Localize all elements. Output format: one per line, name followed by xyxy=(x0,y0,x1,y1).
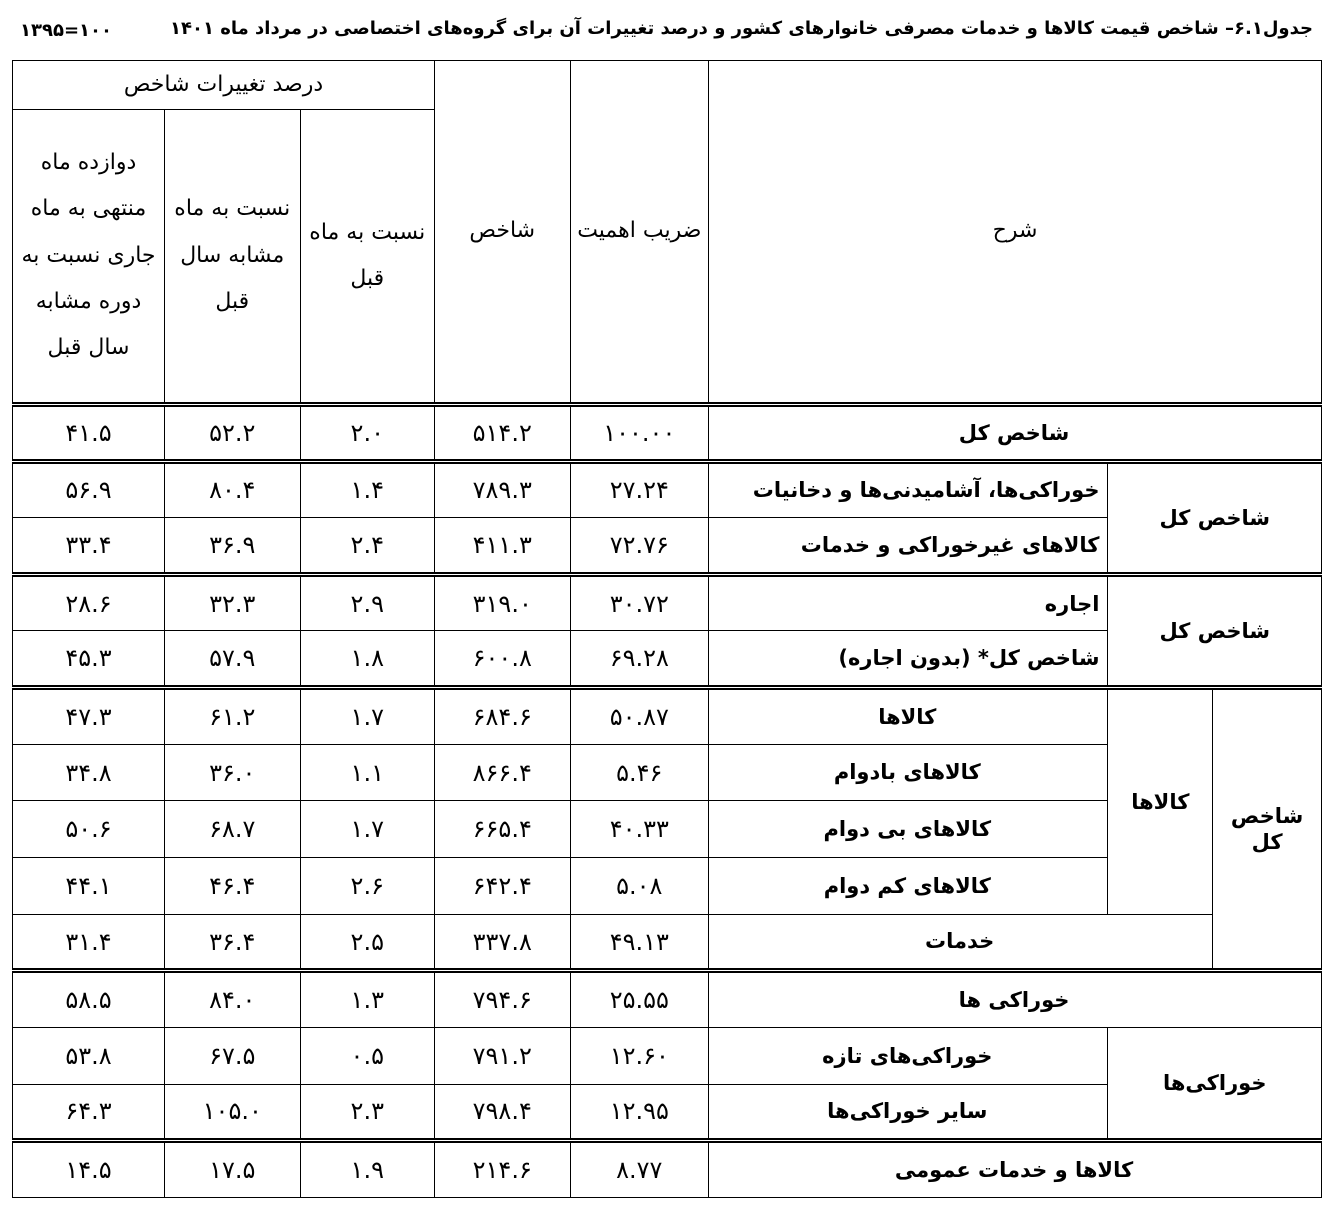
row-label: خوراکی ها xyxy=(709,971,1322,1028)
cell-same-month: ۳۶.۹ xyxy=(165,518,301,575)
cell-index: ۷۸۹.۳ xyxy=(435,461,571,518)
cell-index: ۳۱۹.۰ xyxy=(435,574,571,631)
cell-weight: ۴۰.۳۳ xyxy=(570,801,709,858)
cell-same-month: ۴۶.۴ xyxy=(165,858,301,915)
header-weight: ضریب اهمیت xyxy=(570,61,709,405)
header-pct-twelve-months: دوازده ماه منتهی به ماه جاری نسبت به دوره مشابه سال قبل xyxy=(13,109,165,404)
cell-same-month: ۶۸.۷ xyxy=(165,801,301,858)
group-label-total: شاخص کل xyxy=(1213,688,1322,971)
cpi-table xyxy=(12,60,1322,1198)
cell-twelve-months: ۵۳.۸ xyxy=(13,1027,165,1084)
cell-twelve-months: ۶۴.۳ xyxy=(13,1084,165,1141)
cell-weight: ۵.۰۸ xyxy=(570,858,709,915)
row-label: خوراکی‌های تازه xyxy=(709,1027,1108,1084)
cell-weight: ۲۷.۲۴ xyxy=(570,461,709,518)
cell-index: ۵۱۴.۲ xyxy=(435,404,571,461)
cell-twelve-months: ۳۴.۸ xyxy=(13,744,165,801)
row-label: سایر خوراکی‌ها xyxy=(709,1084,1108,1141)
table-row xyxy=(13,404,1322,461)
cell-same-month: ۳۶.۰ xyxy=(165,744,301,801)
cell-weight: ۵.۴۶ xyxy=(570,744,709,801)
header-description: شرح xyxy=(709,61,1322,405)
cell-twelve-months: ۱۴.۵ xyxy=(13,1141,165,1198)
cell-index: ۸۶۶.۴ xyxy=(435,744,571,801)
cell-index: ۶۸۴.۶ xyxy=(435,688,571,745)
cell-index: ۲۱۴.۶ xyxy=(435,1141,571,1198)
cell-twelve-months: ۵۶.۹ xyxy=(13,461,165,518)
cell-same-month: ۵۲.۲ xyxy=(165,404,301,461)
row-label: کالاهای بی دوام xyxy=(709,801,1108,858)
cell-prev-month: ۱.۱ xyxy=(300,744,434,801)
cell-weight: ۱۲.۶۰ xyxy=(570,1027,709,1084)
cell-same-month: ۶۱.۲ xyxy=(165,688,301,745)
table-row xyxy=(13,574,1322,631)
cell-twelve-months: ۴۱.۵ xyxy=(13,404,165,461)
cell-prev-month: ۲.۴ xyxy=(300,518,434,575)
cell-twelve-months: ۵۰.۶ xyxy=(13,801,165,858)
cell-twelve-months: ۴۵.۳ xyxy=(13,631,165,688)
table-caption: جدول۶.۱– شاخص قیمت کالاها و خدمات مصرفی خانوارهای کشور و درصد تغییرات آن برای گروه‌های اختصاصی در مرداد ماه ۱۴۰۱ xyxy=(170,18,1313,39)
cell-same-month: ۱۷.۵ xyxy=(165,1141,301,1198)
row-label: شاخص کل xyxy=(709,404,1322,461)
cell-prev-month: ۲.۶ xyxy=(300,858,434,915)
table-row xyxy=(13,1141,1322,1198)
cell-index: ۶۰۰.۸ xyxy=(435,631,571,688)
cell-index: ۷۹۴.۶ xyxy=(435,971,571,1028)
cell-prev-month: ۲.۳ xyxy=(300,1084,434,1141)
group-label-goods: کالاها xyxy=(1108,688,1213,915)
table-row xyxy=(13,688,1322,745)
cell-twelve-months: ۵۸.۵ xyxy=(13,971,165,1028)
cell-index: ۷۹۸.۴ xyxy=(435,1084,571,1141)
cell-same-month: ۱۰۵.۰ xyxy=(165,1084,301,1141)
cell-weight: ۱۲.۹۵ xyxy=(570,1084,709,1141)
cell-twelve-months: ۳۱.۴ xyxy=(13,914,165,971)
cell-index: ۶۶۵.۴ xyxy=(435,801,571,858)
cell-twelve-months: ۴۷.۳ xyxy=(13,688,165,745)
table-row xyxy=(13,1027,1322,1084)
header-pct-same-month: نسبت به ماه مشابه سال قبل xyxy=(165,109,301,404)
cell-prev-month: ۱.۷ xyxy=(300,801,434,858)
cell-prev-month: ۱.۷ xyxy=(300,688,434,745)
cell-weight: ۷۲.۷۶ xyxy=(570,518,709,575)
cell-same-month: ۳۶.۴ xyxy=(165,914,301,971)
row-label: شاخص کل* (بدون اجاره) xyxy=(709,631,1108,688)
header-row-1 xyxy=(13,61,1322,110)
cell-same-month: ۸۰.۴ xyxy=(165,461,301,518)
cell-index: ۶۴۲.۴ xyxy=(435,858,571,915)
group-label-foods: خوراکی‌ها xyxy=(1108,1027,1322,1140)
cell-same-month: ۶۷.۵ xyxy=(165,1027,301,1084)
row-label: خدمات xyxy=(709,914,1213,971)
cell-same-month: ۳۲.۳ xyxy=(165,574,301,631)
cell-prev-month: ۱.۴ xyxy=(300,461,434,518)
cell-weight: ۳۰.۷۲ xyxy=(570,574,709,631)
cell-weight: ۶۹.۲۸ xyxy=(570,631,709,688)
table-row xyxy=(13,971,1322,1028)
cell-index: ۳۳۷.۸ xyxy=(435,914,571,971)
cell-prev-month: ۱.۸ xyxy=(300,631,434,688)
row-label: کالاها و خدمات عمومی xyxy=(709,1141,1322,1198)
cell-prev-month: ۰.۵ xyxy=(300,1027,434,1084)
table-row xyxy=(13,461,1322,518)
cell-weight: ۵۰.۸۷ xyxy=(570,688,709,745)
cell-prev-month: ۲.۵ xyxy=(300,914,434,971)
cell-twelve-months: ۳۳.۴ xyxy=(13,518,165,575)
row-label: کالاهای بادوام xyxy=(709,744,1108,801)
row-label: خوراکی‌ها، آشامیدنی‌ها و دخانیات xyxy=(709,461,1108,518)
cell-same-month: ۵۷.۹ xyxy=(165,631,301,688)
cell-prev-month: ۱.۳ xyxy=(300,971,434,1028)
cell-weight: ۲۵.۵۵ xyxy=(570,971,709,1028)
header-index: شاخص xyxy=(435,61,571,405)
row-label: کالاها xyxy=(709,688,1108,745)
cell-prev-month: ۱.۹ xyxy=(300,1141,434,1198)
row-label: کالاهای غیرخوراکی و خدمات xyxy=(709,518,1108,575)
table-row xyxy=(13,914,1322,971)
cell-same-month: ۸۴.۰ xyxy=(165,971,301,1028)
header-pct-prev-month: نسبت به ماه قبل xyxy=(300,109,434,404)
header-pct-change-group: درصد تغییرات شاخص xyxy=(13,61,435,110)
cell-prev-month: ۲.۹ xyxy=(300,574,434,631)
row-label: کالاهای کم دوام xyxy=(709,858,1108,915)
base-year-label: ۱۰۰=۱۳۹۵ xyxy=(20,20,113,41)
cell-prev-month: ۲.۰ xyxy=(300,404,434,461)
group-label-total: شاخص کل xyxy=(1108,574,1322,687)
cell-weight: ۱۰۰.۰۰ xyxy=(570,404,709,461)
cell-twelve-months: ۲۸.۶ xyxy=(13,574,165,631)
cell-index: ۷۹۱.۲ xyxy=(435,1027,571,1084)
row-label: اجاره xyxy=(709,574,1108,631)
group-label-total: شاخص کل xyxy=(1108,461,1322,574)
cell-weight: ۸.۷۷ xyxy=(570,1141,709,1198)
cell-twelve-months: ۴۴.۱ xyxy=(13,858,165,915)
cell-index: ۴۱۱.۳ xyxy=(435,518,571,575)
cell-weight: ۴۹.۱۳ xyxy=(570,914,709,971)
